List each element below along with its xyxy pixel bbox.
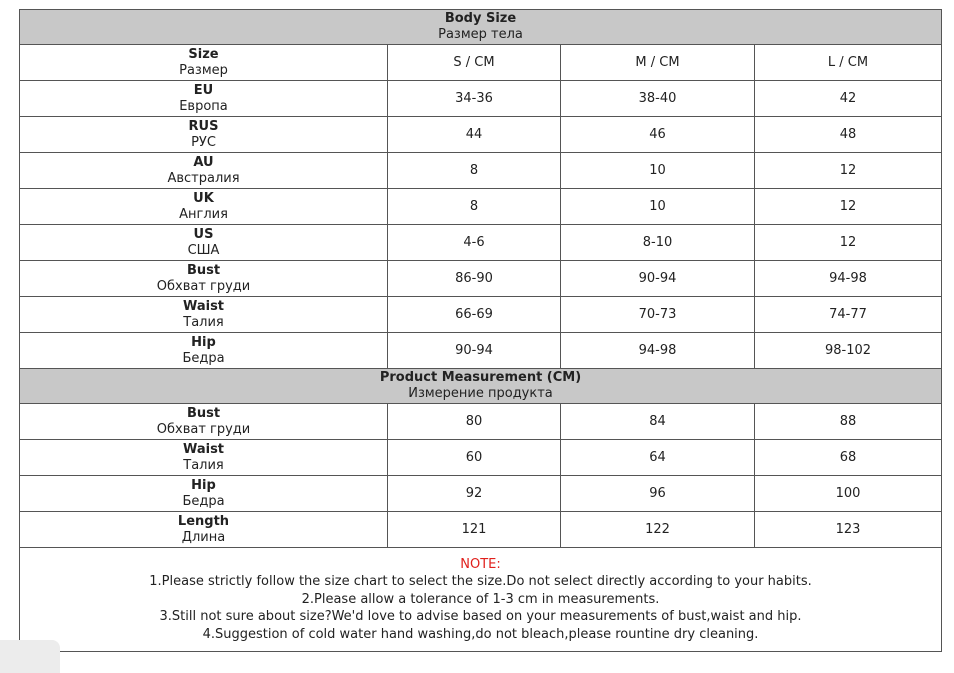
- size-label-ru: Размер: [179, 62, 228, 78]
- row-label: [20, 225, 388, 261]
- row-label: [20, 476, 388, 512]
- row-label: [20, 117, 388, 153]
- table-row: [20, 189, 942, 225]
- cell-m: 38-40: [561, 81, 755, 117]
- body-size-title: Body Size: [444, 11, 517, 26]
- row-label-en: EU: [193, 82, 214, 98]
- section-title-cell: [20, 369, 942, 404]
- cell-l: 98-102: [755, 333, 942, 369]
- table-row: [20, 225, 942, 261]
- row-label-en: Length: [177, 513, 230, 529]
- row-label-en: RUS: [188, 118, 219, 134]
- row-label-en: Waist: [182, 298, 225, 314]
- row-label-ru: Бедра: [182, 350, 225, 366]
- cell-m: 70-73: [561, 297, 755, 333]
- row-label-ru: Талия: [183, 314, 224, 330]
- cell-l: 12: [755, 225, 942, 261]
- row-label-ru: Обхват груди: [156, 278, 251, 294]
- row-label: [20, 512, 388, 548]
- cell-l: 42: [755, 81, 942, 117]
- row-label: [20, 81, 388, 117]
- col-header-l: L / CM: [755, 45, 942, 81]
- product-title-ru: Измерение продукта: [408, 386, 553, 401]
- note-cell: [20, 548, 942, 652]
- row-label-en: US: [193, 226, 214, 242]
- row-label-ru: РУС: [191, 134, 216, 150]
- size-label: Size: [188, 46, 219, 62]
- size-table: [19, 9, 942, 652]
- note-title: NOTE:: [460, 556, 501, 572]
- note-line: 3.Still not sure about size?We'd love to advise based on your measurements of bust,waist and hip.: [159, 609, 802, 625]
- row-label-ru: Европа: [179, 98, 228, 114]
- row-label-en: AU: [193, 154, 214, 170]
- cell-m: 94-98: [561, 333, 755, 369]
- cell-l: 100: [755, 476, 942, 512]
- row-label-ru: Англия: [179, 206, 228, 222]
- col-header-s: S / CM: [388, 45, 561, 81]
- cell-l: 88: [755, 404, 942, 440]
- cell-m: 8-10: [561, 225, 755, 261]
- row-label-ru: Обхват груди: [156, 421, 251, 437]
- product-section-header: [20, 369, 942, 404]
- cell-m: 10: [561, 189, 755, 225]
- section-title-cell: [20, 10, 942, 45]
- cell-m: 122: [561, 512, 755, 548]
- cell-s: 66-69: [388, 297, 561, 333]
- cell-m: 46: [561, 117, 755, 153]
- row-label: [20, 440, 388, 476]
- cell-s: 60: [388, 440, 561, 476]
- cell-s: 86-90: [388, 261, 561, 297]
- table-row: [20, 440, 942, 476]
- cell-l: 74-77: [755, 297, 942, 333]
- row-label-en: Waist: [182, 441, 225, 457]
- cell-s: 90-94: [388, 333, 561, 369]
- note-line: 1.Please strictly follow the size chart to select the size.Do not select directly according to your habits.: [149, 574, 812, 590]
- cell-s: 80: [388, 404, 561, 440]
- table-row: [20, 117, 942, 153]
- table-row: [20, 404, 942, 440]
- row-label-ru: Бедра: [182, 493, 225, 509]
- row-label: [20, 189, 388, 225]
- row-label-ru: Талия: [183, 457, 224, 473]
- cell-l: 12: [755, 153, 942, 189]
- cell-s: 92: [388, 476, 561, 512]
- cell-s: 8: [388, 153, 561, 189]
- cell-m: 84: [561, 404, 755, 440]
- table-row: [20, 333, 942, 369]
- cell-l: 123: [755, 512, 942, 548]
- table-row: [20, 81, 942, 117]
- cell-s: 44: [388, 117, 561, 153]
- cell-s: 8: [388, 189, 561, 225]
- col-header-m: M / CM: [561, 45, 755, 81]
- row-label-en: Bust: [186, 405, 221, 421]
- cell-m: 64: [561, 440, 755, 476]
- row-label: [20, 261, 388, 297]
- table-row: [20, 297, 942, 333]
- corner-widget[interactable]: [0, 640, 60, 673]
- body-size-section-header: [20, 10, 942, 45]
- cell-s: 34-36: [388, 81, 561, 117]
- table-row: [20, 261, 942, 297]
- row-label-ru: Австралия: [167, 170, 240, 186]
- note-line: 4.Suggestion of cold water hand washing,do not bleach,please rountine dry cleaning.: [202, 626, 759, 642]
- table-row: [20, 512, 942, 548]
- cell-l: 94-98: [755, 261, 942, 297]
- row-label: [20, 404, 388, 440]
- body-size-title-ru: Размер тела: [438, 27, 523, 42]
- cell-s: 121: [388, 512, 561, 548]
- cell-m: 90-94: [561, 261, 755, 297]
- cell-m: 10: [561, 153, 755, 189]
- table-row: [20, 153, 942, 189]
- row-label: [20, 333, 388, 369]
- table-row: [20, 476, 942, 512]
- note-row: [20, 548, 942, 652]
- cell-l: 12: [755, 189, 942, 225]
- row-label-ru: Длина: [181, 529, 226, 545]
- cell-l: 48: [755, 117, 942, 153]
- row-label-en: Bust: [186, 262, 221, 278]
- row-label-en: UK: [193, 190, 214, 206]
- product-title: Product Measurement (CM): [379, 370, 582, 385]
- row-label: [20, 297, 388, 333]
- row-label-en: Hip: [191, 477, 216, 493]
- cell-l: 68: [755, 440, 942, 476]
- size-chart: [19, 9, 941, 652]
- row-label-ru: США: [187, 242, 220, 258]
- cell-m: 96: [561, 476, 755, 512]
- size-header-row: [20, 45, 942, 81]
- row-label: [20, 153, 388, 189]
- cell-s: 4-6: [388, 225, 561, 261]
- row-label-en: Hip: [191, 334, 216, 350]
- note-line: 2.Please allow a tolerance of 1-3 cm in measurements.: [301, 591, 660, 607]
- size-header-label: [20, 45, 388, 81]
